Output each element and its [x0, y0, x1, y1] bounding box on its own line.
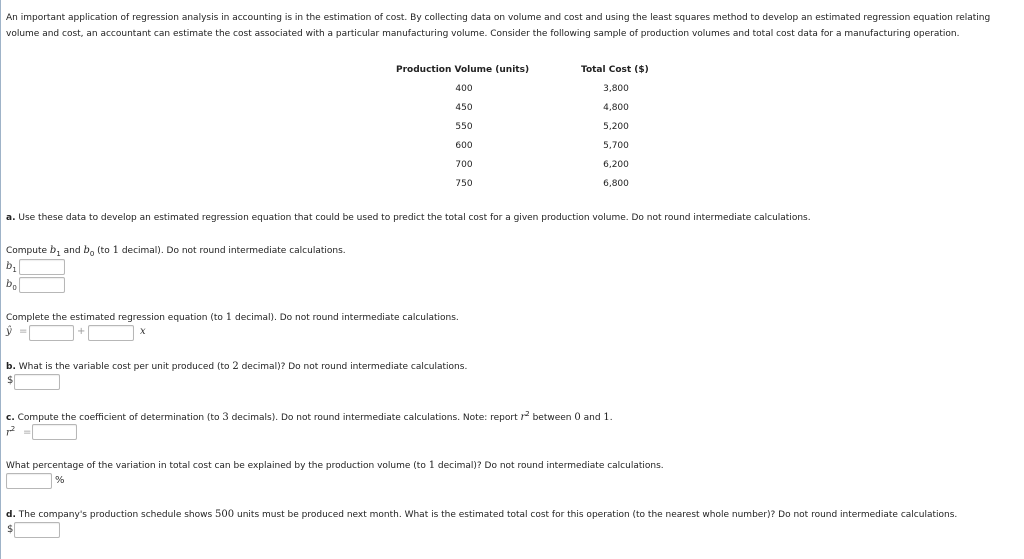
compute-instruction: Compute $b_1$ and $b_0$ (to 1 decimal). Do not round intermediate calculations.	[6, 245, 346, 258]
variable-cost-input[interactable]	[14, 374, 60, 390]
y-hat-symbol: ŷ	[6, 326, 12, 337]
percentage-question: What percentage of the variation in total cost can be explained by the production volume (to 1 decimal)? Do not round intermediate calculations.	[6, 460, 664, 471]
table-cell: 3,800	[603, 84, 629, 94]
equals-sign: =	[19, 326, 28, 337]
table-header-cost: Total Cost ($)	[581, 65, 649, 75]
part-b-label: b.	[6, 362, 16, 372]
table-cell: 700	[455, 160, 473, 170]
table-cell: 6,200	[603, 160, 629, 170]
part-c-question: c. Compute the coefficient of determination (to 3 decimals). Do not round intermediate calculations. Note: report $r^2$ between 0 and 1.	[6, 410, 613, 423]
table-cell: 450	[455, 103, 473, 113]
intercept-input[interactable]	[29, 325, 74, 341]
table-cell: 600	[455, 141, 473, 151]
currency-symbol: $	[7, 375, 14, 386]
currency-symbol: $	[7, 524, 14, 535]
percent-sign: %	[55, 475, 65, 486]
table-cell: 5,200	[603, 122, 629, 132]
table-cell: 750	[455, 179, 473, 189]
b0-label: $b_0$	[6, 279, 17, 292]
table-cell: 5,700	[603, 141, 629, 151]
intro-paragraph: An important application of regression analysis in accounting is in the estimation of cost. By collecting data on volume and cost and using the least squares method to develop an estimated regression equation relating volume and cost, an accountant can estimate the cost associated with a particular manufacturing volume. Consider the following sample of production volumes and total cost data for a manufacturing operation.	[6, 13, 991, 39]
part-a-text: Use these data to develop an estimated regression equation that could be used to predict the total cost for a given production volume. Do not round intermediate calculations.	[18, 213, 811, 223]
b0-input[interactable]	[19, 277, 65, 293]
left-border	[0, 0, 1, 559]
x-variable: x	[140, 326, 146, 337]
table-cell: 4,800	[603, 103, 629, 113]
b1-label: $b_1$	[6, 261, 17, 274]
b1-input[interactable]	[19, 259, 65, 275]
slope-input[interactable]	[88, 325, 134, 341]
r-squared-label: $r^2$	[6, 425, 16, 439]
equation-instruction: Complete the estimated regression equation (to 1 decimal). Do not round intermediate calculations.	[6, 312, 459, 323]
equals-sign: =	[23, 427, 32, 438]
part-a-question	[6, 213, 811, 223]
plus-sign: +	[77, 326, 86, 337]
table-cell: 400	[455, 84, 473, 94]
part-d-question: d. The company's production schedule shows 500 units must be produced next month. What is the estimated total cost for this operation (to the nearest whole number)? Do not round intermediate calculations.	[6, 509, 958, 520]
percentage-input[interactable]	[6, 473, 52, 489]
total-cost-input[interactable]	[14, 522, 60, 538]
part-c-label: c.	[6, 413, 15, 423]
part-a-label: a.	[6, 213, 16, 223]
table-header-volume: Production Volume (units)	[396, 65, 530, 75]
table-cell: 550	[455, 122, 473, 132]
table-cell: 6,800	[603, 179, 629, 189]
r-squared-input[interactable]	[32, 424, 77, 440]
part-b-question: b. What is the variable cost per unit produced (to 2 decimal)? Do not round intermediate calculations.	[6, 361, 468, 372]
part-d-label: d.	[6, 510, 16, 520]
